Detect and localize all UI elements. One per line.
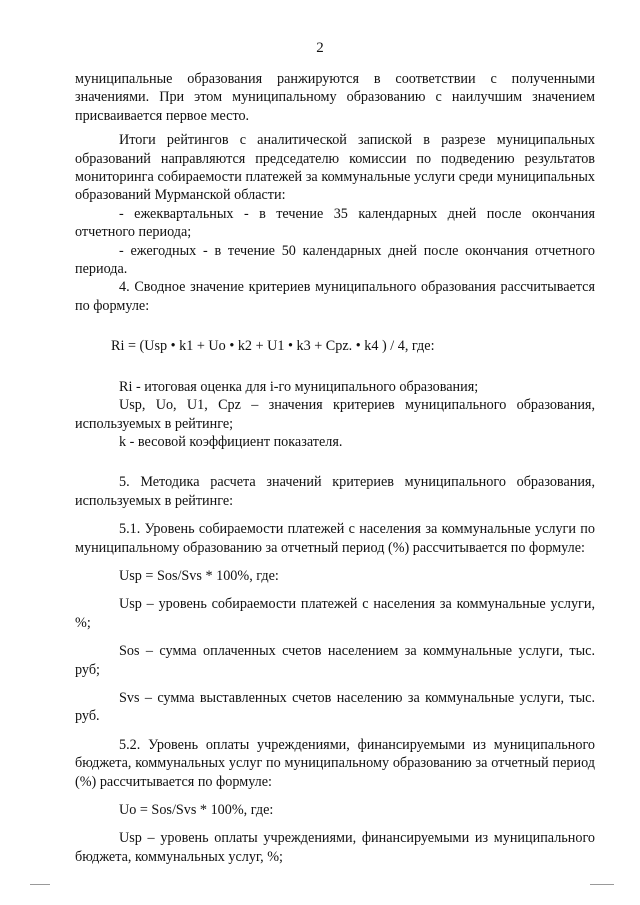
definition-usp: Usp – уровень собираемости платежей с населения за коммунальные услуги, %; xyxy=(75,596,595,631)
paragraph-section-4: 4. Сводное значение критериев муниципального образования рассчитывается по формуле: xyxy=(75,279,595,314)
formula-uo: Uo = Sos/Svs * 100%, где: xyxy=(119,802,274,818)
definition-usp-institutions: Usp – уровень оплаты учреждениями, финансируемыми из муниципального бюджета, коммунальных услуг, %; xyxy=(75,830,595,865)
page-number: 2 xyxy=(316,40,324,56)
paragraph-section-5-1: 5.1. Уровень собираемости платежей с населения за коммунальные услуги по муниципальному образованию за отчетный период (%) рассчитывается по формуле: xyxy=(75,521,595,556)
formula-ri: Ri = (Usp • k1 + Uo • k2 + U1 • k3 + Cpz. • k4 ) / 4, где: xyxy=(111,338,435,355)
paragraph-section-5-2: 5.2. Уровень оплаты учреждениями, финансируемыми из муниципального бюджета, коммунальных услуг по муниципальному образованию за отчетный период (%) рассчитывается по формуле: xyxy=(75,736,595,790)
paragraph-results: Итоги рейтингов с аналитической запиской в разрезе муниципальных образований направляются председателю комиссии по подведению результатов мониторинга собираемости платежей за коммунальные услуги среди муниципальных образований Мурманской области: xyxy=(75,132,595,204)
bottom-rule-right xyxy=(590,884,614,885)
paragraph-annual: - ежегодных - в течение 50 календарных дней после окончания отчетного периода. xyxy=(75,242,595,278)
definition-sos: Sos – сумма оплаченных счетов населением за коммунальные услуги, тыс. руб; xyxy=(75,643,595,678)
definition-ri: Ri - итоговая оценка для i-го муниципального образования; xyxy=(119,378,479,395)
bottom-rule-left xyxy=(30,884,50,885)
paragraph-ranking: муниципальные образования ранжируются в соответствии с полученными значениями. При этом муниципальному образованию с наилучшим значением присваивается первое место. xyxy=(75,71,595,124)
definition-criteria: Usp, Uo, U1, Cpz – значения критериев муниципального образования, используемых в рейтинге; xyxy=(75,397,595,432)
paragraph-quarterly: - ежеквартальных - в течение 35 календарных дней после окончания отчетного периода; xyxy=(75,205,595,241)
formula-usp: Usp = Sos/Svs * 100%, где: xyxy=(119,567,279,584)
document-body xyxy=(75,70,595,866)
definition-k: k - весовой коэффициент показателя. xyxy=(119,433,343,450)
paragraph-section-5: 5. Методика расчета значений критериев муниципального образования, используемых в рейтинге: xyxy=(75,474,595,509)
definition-svs: Svs – сумма выставленных счетов населению за коммунальные услуги, тыс. руб. xyxy=(75,689,595,725)
